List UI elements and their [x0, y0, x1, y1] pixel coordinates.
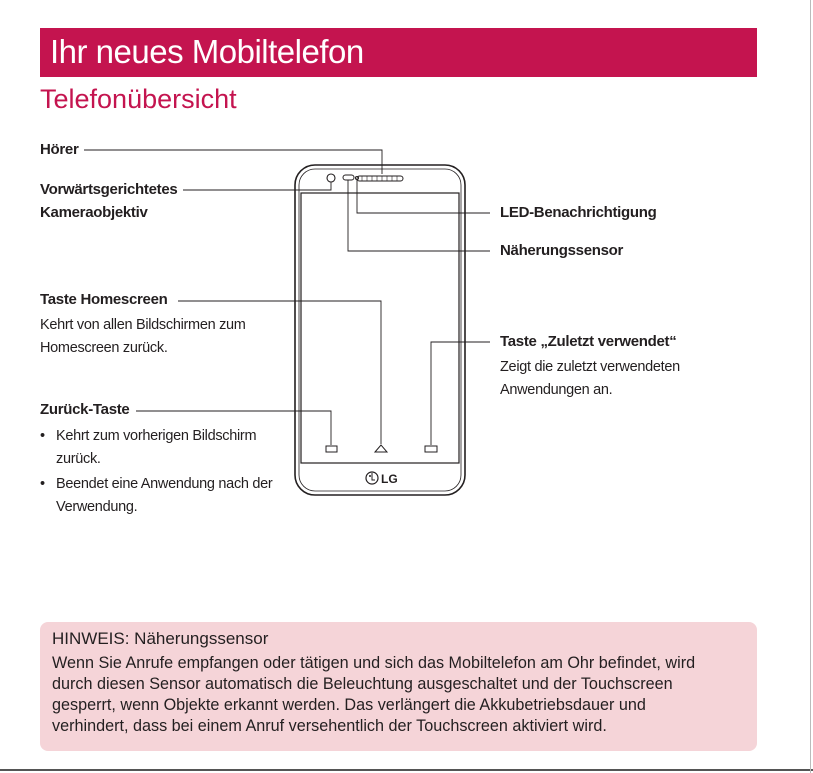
chapter-title: Ihr neues Mobiltelefon — [50, 33, 364, 70]
bullet-dot: • — [40, 428, 45, 444]
phone-screen — [301, 193, 459, 463]
note-line: gesperrt, wenn Objekte erkannt werden. Das verlängert die Akkubetriebsdauer und — [52, 696, 646, 714]
label-camera-line1: Vorwärtsgerichtetes — [40, 181, 178, 198]
label-camera-line2: Kameraobjektiv — [40, 204, 148, 221]
note-body — [52, 653, 752, 737]
label-hoerer: Hörer — [40, 141, 79, 158]
note-line: Wenn Sie Anrufe empfangen oder tätigen und sich das Mobiltelefon am Ohr befindet, wird — [52, 654, 696, 672]
back-bullet-2-line1: Beendet eine Anwendung nach der — [56, 476, 273, 492]
page-bottom-rule — [0, 769, 813, 771]
phone-brand-label: LG — [381, 472, 398, 486]
recent-desc-line2: Anwendungen an. — [500, 382, 613, 398]
label-recent: Taste „Zuletzt verwendet“ — [500, 333, 677, 350]
section-title: Telefonübersicht — [40, 84, 237, 114]
note-box — [40, 622, 757, 751]
note-line: verhindert, dass bei einem Anruf versehentlich der Touchscreen aktiviert wird. — [52, 717, 607, 735]
home-desc-line2: Homescreen zurück. — [40, 340, 168, 356]
home-desc-line1: Kehrt von allen Bildschirmen zum — [40, 317, 246, 333]
back-bullet-2-line2: Verwendung. — [56, 499, 138, 515]
back-bullet-1-line2: zurück. — [56, 451, 101, 467]
recent-desc-line1: Zeigt die zuletzt verwendeten — [500, 359, 680, 375]
back-bullet-2 — [40, 473, 300, 519]
note-line: durch diesen Sensor automatisch die Beleuchtung ausgeschaltet und der Touchscreen — [52, 675, 673, 693]
label-back: Zurück-Taste — [40, 401, 130, 418]
back-bullet-1-line1: Kehrt zum vorherigen Bildschirm — [56, 428, 257, 444]
note-title: HINWEIS: Näherungssensor — [52, 629, 269, 648]
label-proximity: Näherungssensor — [500, 242, 624, 259]
label-led: LED-Benachrichtigung — [500, 204, 657, 221]
label-home: Taste Homescreen — [40, 291, 168, 308]
page-right-rule — [810, 0, 811, 773]
bullet-dot: • — [40, 476, 45, 492]
back-bullet-1 — [40, 425, 300, 471]
